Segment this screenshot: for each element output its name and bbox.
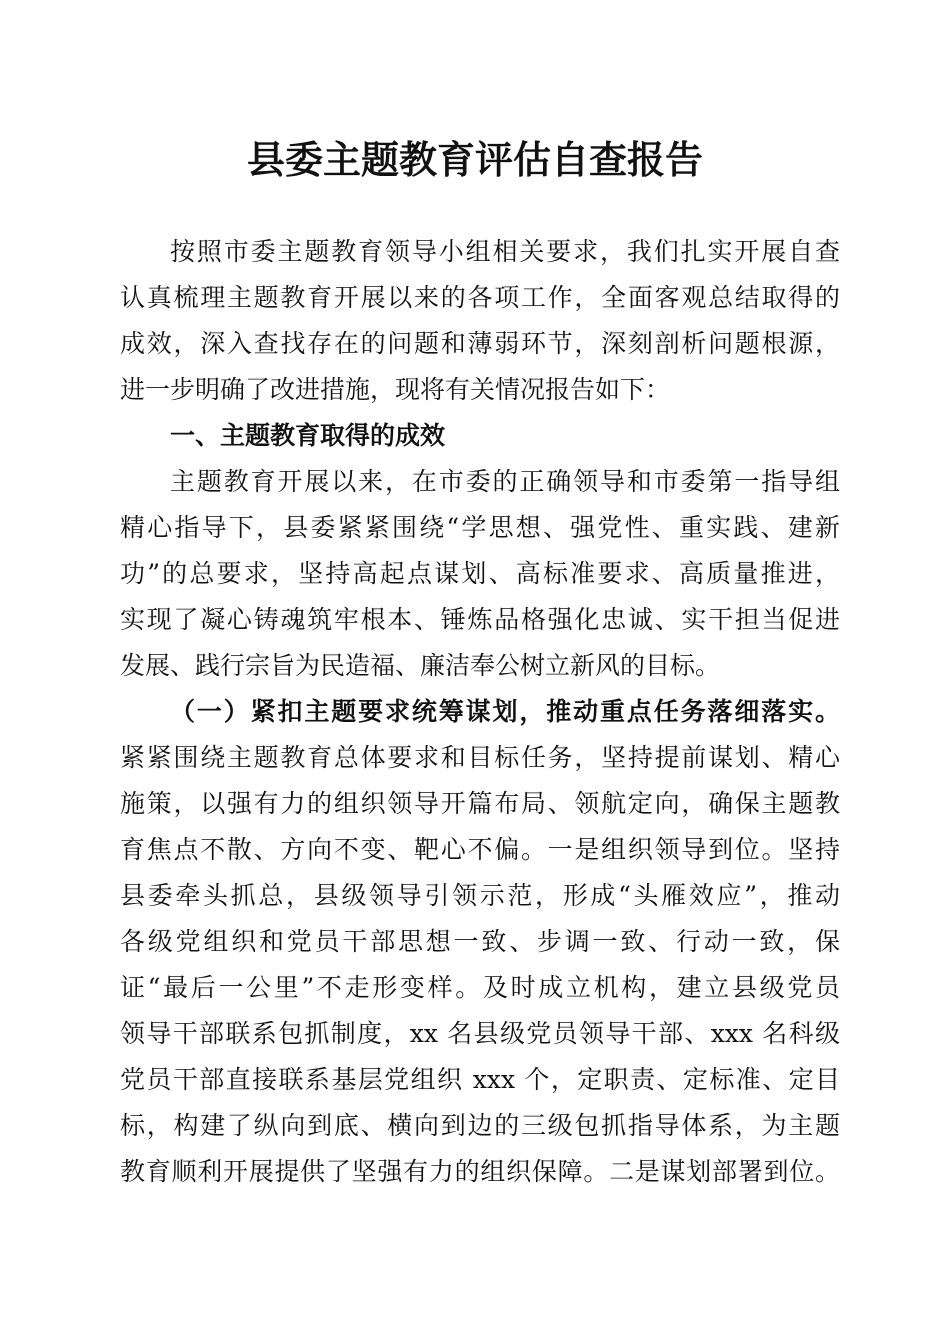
intro-line-2: 认真梳理主题教育开展以来的各项工作，全面客观总结取得的 [120,283,840,312]
section1-line-5: 发展、践行宗旨为民造福、廉洁奉公树立新风的目标。 [120,651,721,680]
document-title: 县委主题教育评估自查报告 [246,137,703,182]
subsection1-line-6: 证“最后一公里”不走形变样。及时成立机构，建立县级党员 [120,973,840,1002]
intro-line-4: 进一步明确了改进措施，现将有关情况报告如下： [120,375,671,404]
subsection-heading-1: （一）紧扣主题要求统筹谋划，推动重点任务落细落实。 [170,697,840,726]
subsection1-line-4: 县委牵头抓总，县级领导引领示范，形成“头雁效应”，推动 [120,881,840,910]
section-heading-1: 一、主题教育取得的成效 [170,421,446,450]
section1-line-3: 功”的总要求，坚持高起点谋划、高标准要求、高质量推进， [120,559,840,588]
subsection1-line-7: 领导干部联系包抓制度，xx 名县级党员领导干部、xxx 名科级 [120,1019,840,1048]
subsection1-line-5: 各级党组织和党员干部思想一致、步调一致、行动一致，保 [120,927,840,956]
subsection1-line-2: 施策，以强有力的组织领导开篇布局、领航定向，确保主题教 [120,789,840,818]
subsection1-line-8: 党员干部直接联系基层党组织 xxx 个，定职责、定标准、定目 [120,1065,840,1094]
subsection1-line-9: 标，构建了纵向到底、横向到边的三级包抓指导体系，为主题 [120,1111,840,1140]
subsection1-line-10: 教育顺利开展提供了坚强有力的组织保障。二是谋划部署到位。 [120,1157,840,1186]
intro-line-3: 成效，深入查找存在的问题和薄弱环节，深刻剖析问题根源， [120,329,840,358]
intro-line-1: 按照市委主题教育领导小组相关要求，我们扎实开展自查 [170,237,840,266]
subsection1-line-3: 育焦点不散、方向不变、靶心不偏。一是组织领导到位。坚持 [120,835,840,864]
subsection1-line-1: 紧紧围绕主题教育总体要求和目标任务，坚持提前谋划、精心 [120,743,840,772]
section1-line-4: 实现了凝心铸魂筑牢根本、锤炼品格强化忠诚、实干担当促进 [120,605,840,634]
section1-line-2: 精心指导下，县委紧紧围绕“学思想、强党性、重实践、建新 [120,513,840,542]
section1-line-1: 主题教育开展以来，在市委的正确领导和市委第一指导组 [170,467,840,496]
